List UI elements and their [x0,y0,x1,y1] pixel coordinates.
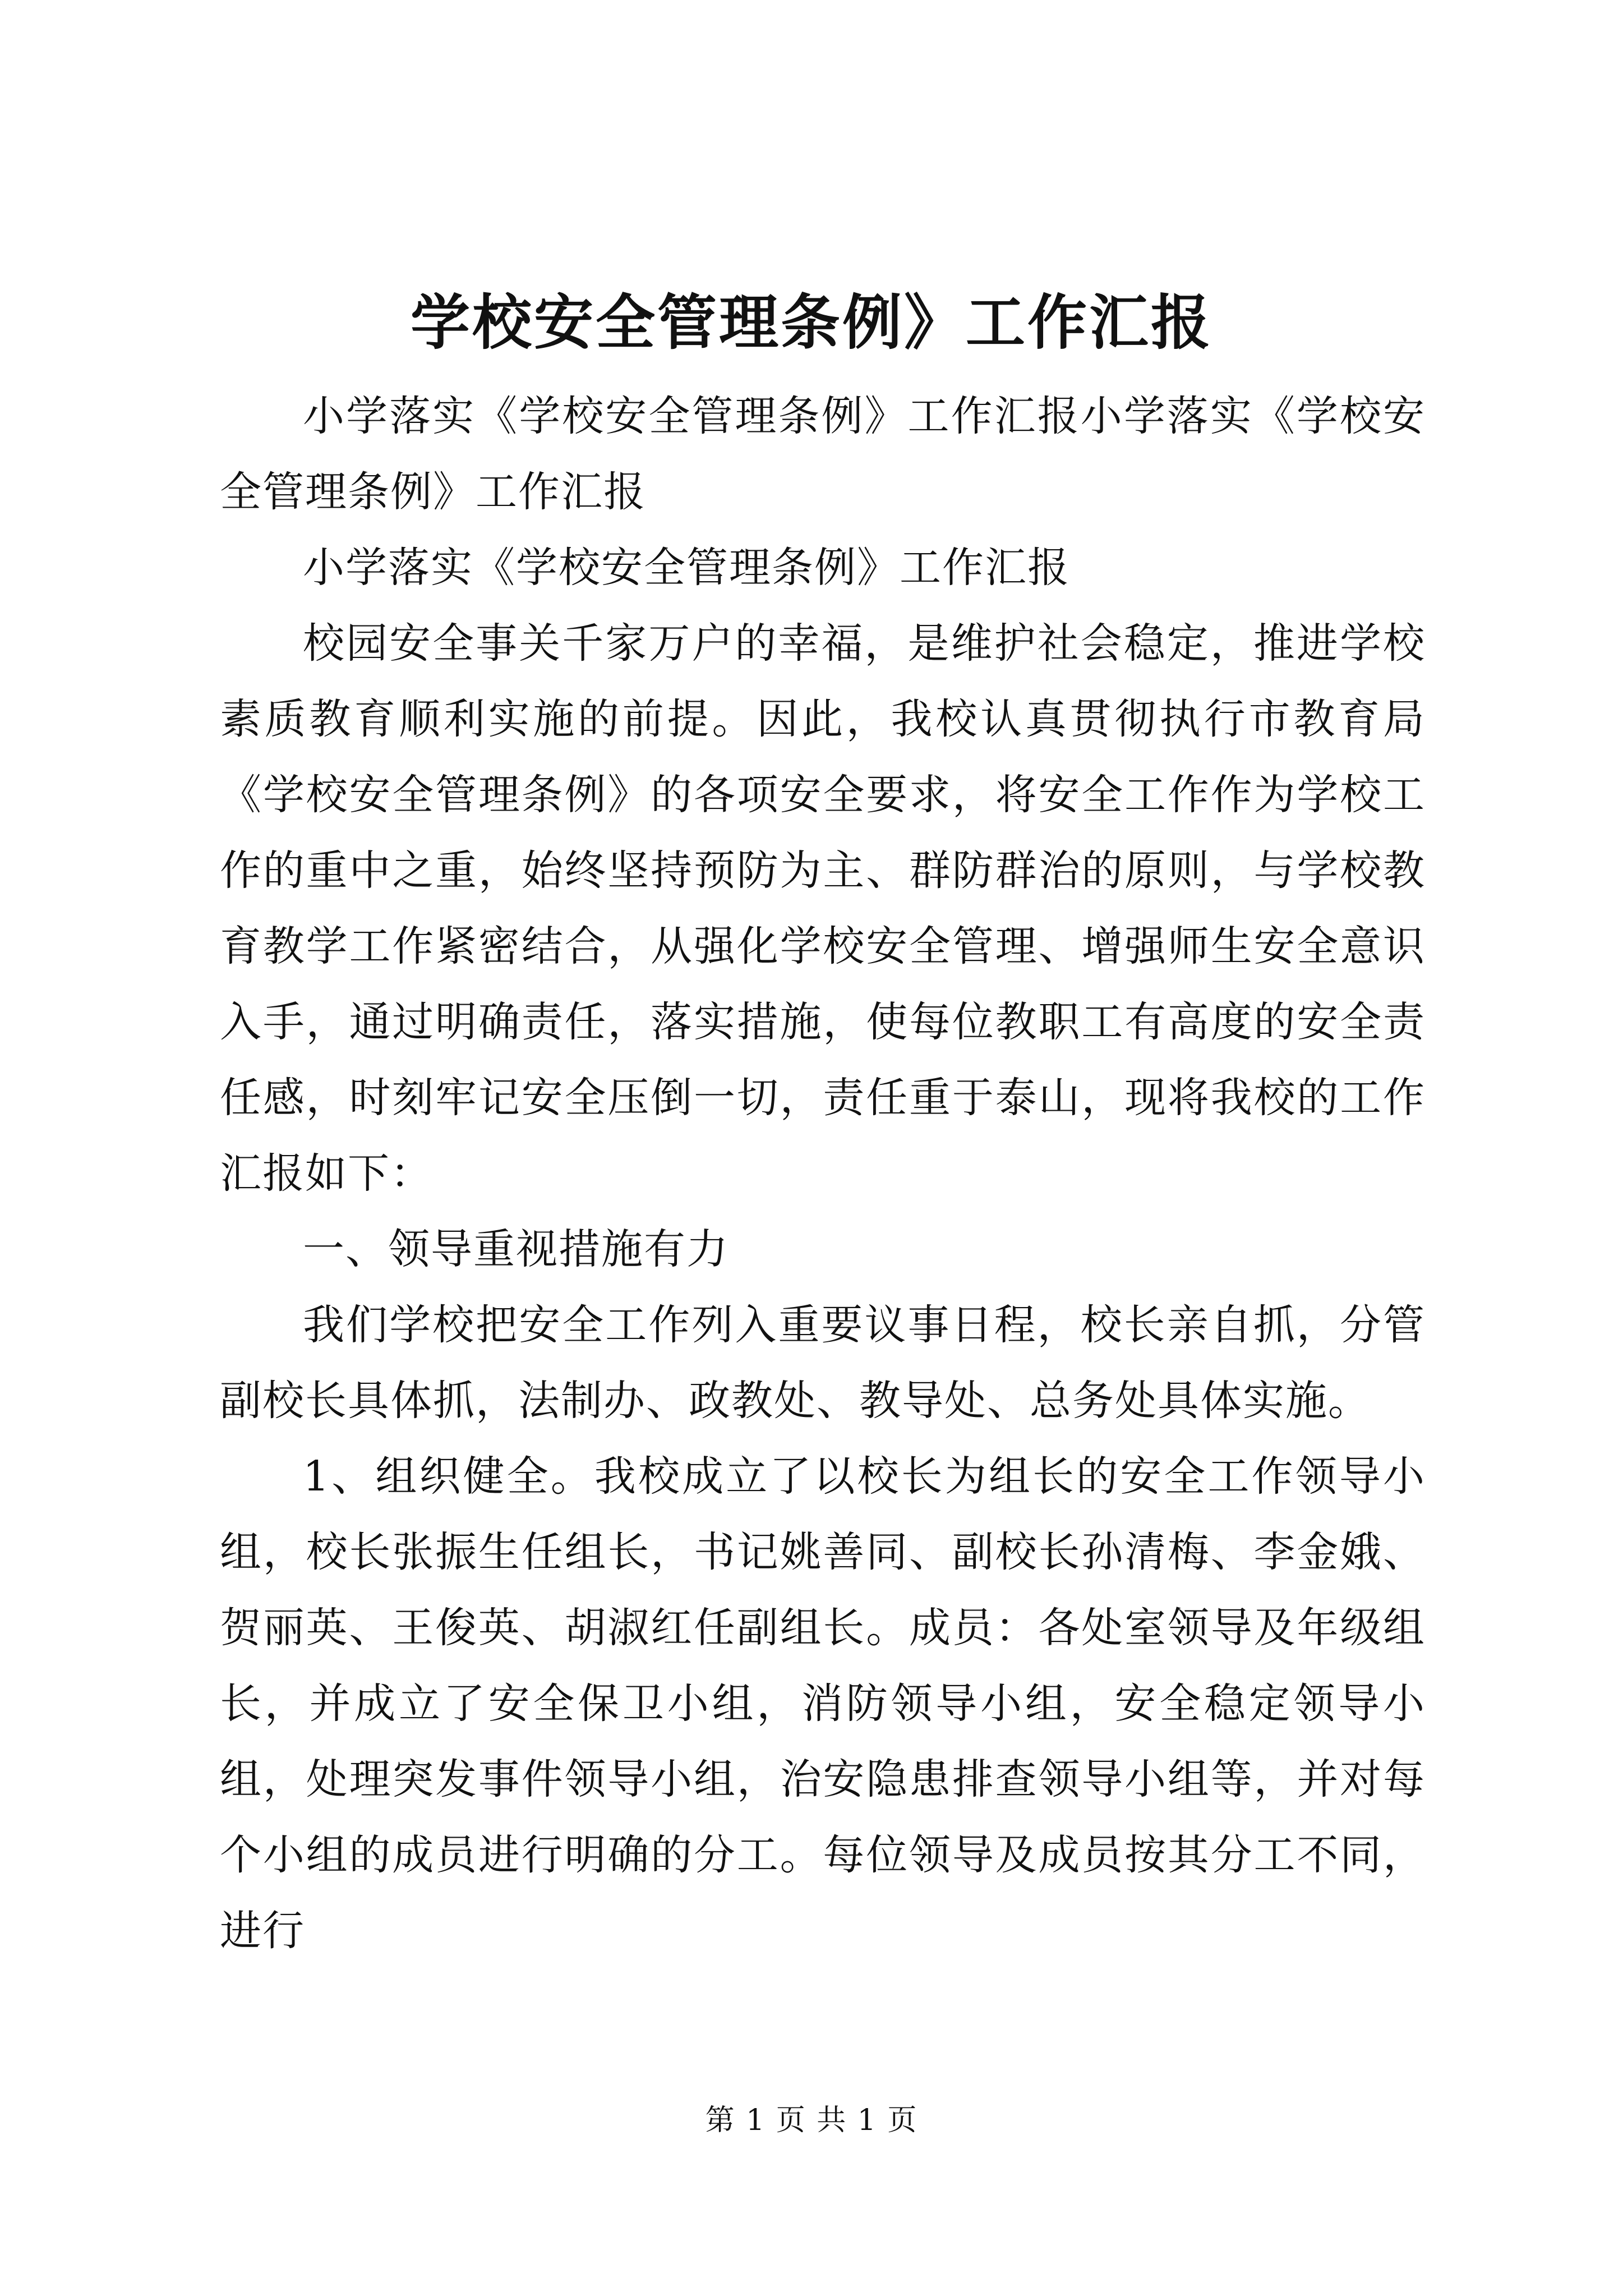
paragraph-subtitle: 小学落实《学校安全管理条例》工作汇报 [303,544,1070,592]
paragraph-intro: 小学落实《学校安全管理条例》工作汇报小学落实《学校安全管理条例》工作汇报 [220,392,1426,516]
paragraph-overview: 校园安全事关千家万户的幸福，是维护社会稳定，推进学校素质教育顺利实施的前提。因此，我校认真贯彻执行市教育局《学校安全管理条例》的各项安全要求，将安全工作作为学校工作的重中之重，始终坚持预防为主、群防群治的原则，与学校教育教学工作紧密结合，从强化学校安全管理、增强师生安全意识入手，通过明确责任，落实措施，使每位教职工有高度的安全责任感，时刻牢记安全压倒一切，责任重于泰山，现将我校的工作汇报如下： [220,619,1426,1198]
document-body [220,379,1426,1969]
paragraph-leadership: 我们学校把安全工作列入重要议事日程，校长亲自抓，分管副校长具体抓，法制办、政教处、教导处、总务处具体实施。 [220,1301,1426,1425]
page-footer: 第 1 页 共 1 页 [705,2104,918,2137]
section-heading-leadership: 一、领导重视措施有力 [303,1225,729,1273]
paragraph-organization: 1、组织健全。我校成立了以校长为组长的安全工作领导小组，校长张振生任组长，书记姚善同、副校长孙清梅、李金娥、贺丽英、王俊英、胡淑红任副组长。成员：各处室领导及年级组长，并成立了安全保卫小组，消防领导小组，安全稳定领导小组，处理突发事件领导小组，治安隐患排查领导小组等，并对每个小组的成员进行明确的分工。每位领导及成员按其分工不同，进行 [220,1452,1426,1955]
document-title: 学校安全管理条例》工作汇报 [411,287,1212,357]
